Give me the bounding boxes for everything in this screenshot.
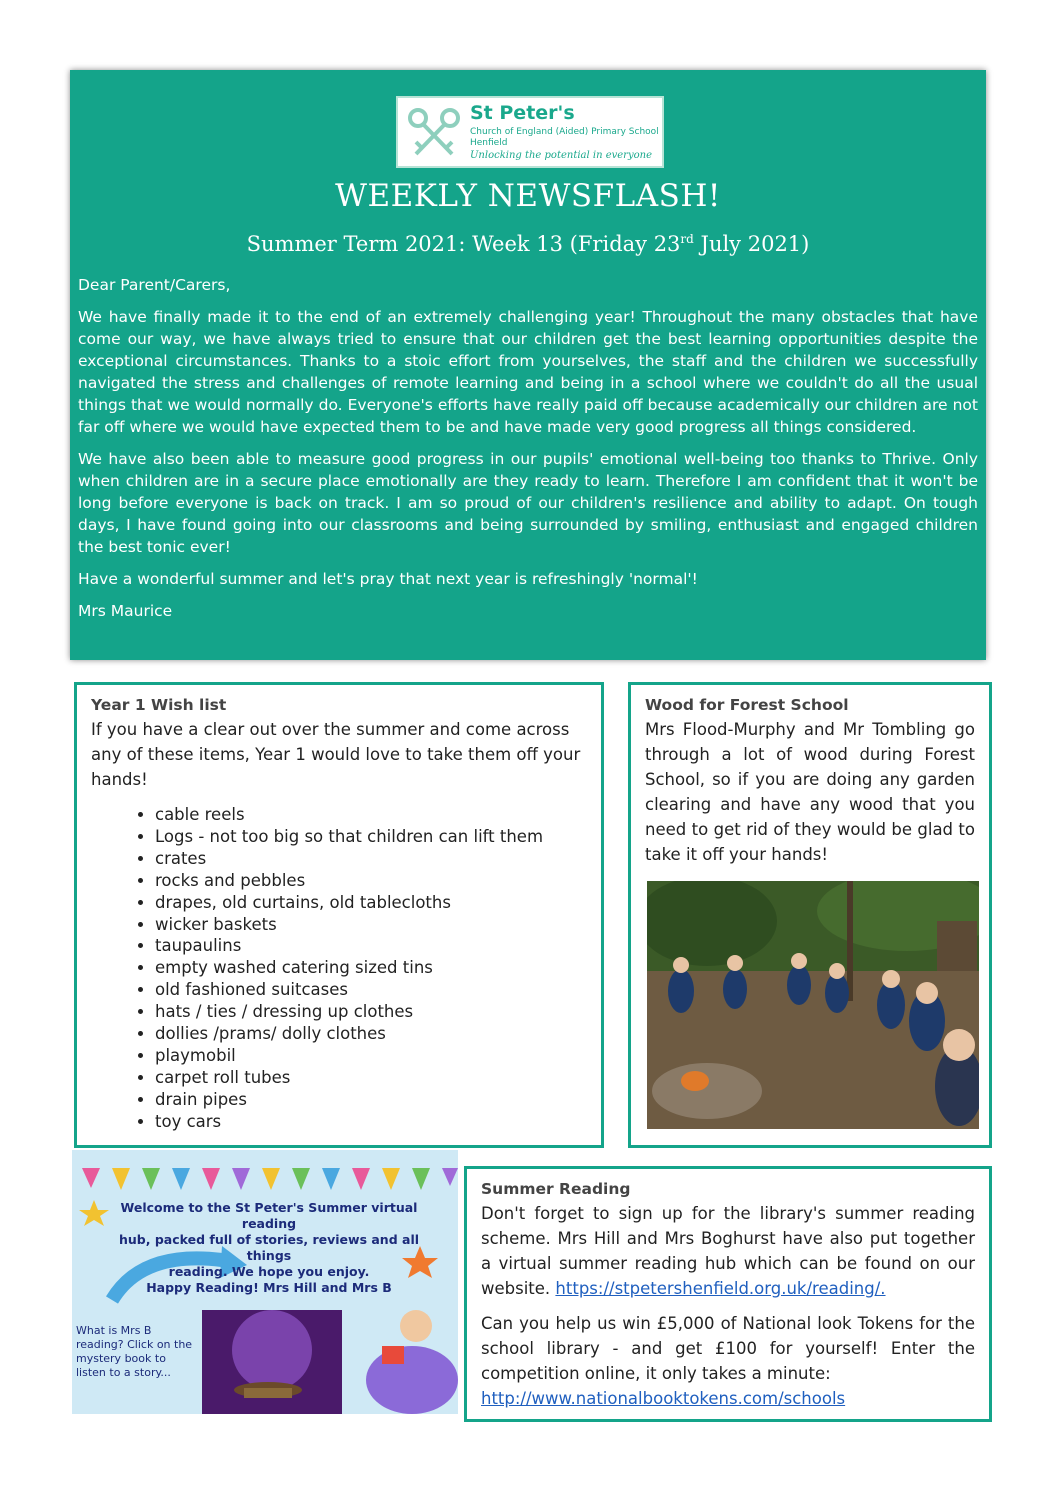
book-tokens-link[interactable]: http://www.nationalbooktokens.com/schools [481, 1389, 846, 1408]
welcome-line: Happy Reading! Mrs Hill and Mrs B [146, 1280, 392, 1295]
summer-reading-paragraph [481, 1201, 975, 1301]
wishlist-card [74, 682, 604, 1148]
summer-reading-title: Summer Reading [481, 1180, 631, 1198]
mystery-book-caption [76, 1324, 196, 1380]
school-subtitle-line1: Church of England (Aided) Primary School [470, 127, 659, 137]
reading-hub-link[interactable]: https://stpetershenfield.org.uk/reading/. [555, 1279, 886, 1298]
mystery-line: What is Mrs B [76, 1324, 152, 1337]
school-subtitle [470, 127, 659, 149]
subtitle-end: July 2021) [693, 232, 810, 256]
school-logo [396, 96, 664, 168]
mystery-line: listen to a story... [76, 1366, 171, 1379]
letter-paragraph: Have a wonderful summer and let's pray that next year is refreshingly 'normal'! [78, 570, 698, 588]
list-item: • crates [155, 848, 587, 870]
list-item: • old fashioned suitcases [155, 979, 587, 1001]
list-item: • playmobil [155, 1045, 587, 1067]
crossed-keys-icon [404, 104, 464, 160]
list-item: • wicker baskets [155, 914, 587, 936]
letter-greeting: Dear Parent/Carers, [78, 276, 231, 294]
forest-school-card [628, 682, 992, 1148]
list-item: • drapes, old curtains, old tablecloths [155, 892, 587, 914]
mystery-line: reading? Click on the [76, 1338, 193, 1351]
reading-hub-image[interactable] [72, 1150, 458, 1414]
list-item: • hats / ties / dressing up clothes [155, 1001, 587, 1023]
newsletter-title: WEEKLY NEWSFLASH! [335, 178, 721, 214]
forest-school-photo-art [647, 881, 979, 1129]
subtitle-main: Summer Term 2021: Week 13 (Friday 23 [246, 232, 681, 256]
welcome-line: hub, packed full of stories, reviews and all things [118, 1232, 420, 1263]
summer-reading-card [464, 1166, 992, 1422]
list-item: • empty washed catering sized tins [155, 957, 587, 979]
bunting-icon [82, 1168, 458, 1190]
newsletter-banner [70, 70, 986, 660]
letter-paragraph: We have finally made it to the end of an extremely challenging year! Throughout the many obstacles that have come our way, we have always tried to ensure that our children get the best learning opportunities despite the exceptional circumstances. Thanks to a stoic effort from yourselves, the staff and the children we successfully navigated the stress and challenges of remote learning and being in a school where we couldn't do all the usual things that we would normally do. Everyone's efforts have really paid off because academically our children are not far off where we would have expected them to be and have made very good progress all things considered. [78, 308, 978, 436]
list-item: • cable reels [155, 804, 587, 826]
book-tokens-paragraph [481, 1311, 975, 1411]
school-name: St Peter's [470, 102, 575, 124]
forest-school-title: Wood for Forest School [645, 696, 849, 714]
list-item: • drain pipes [155, 1089, 587, 1111]
wishlist-items [91, 804, 587, 1133]
welcome-line: Welcome to the St Peter's Summer virtual reading [120, 1200, 418, 1231]
list-item: • toy cars [155, 1111, 587, 1133]
letter-signature: Mrs Maurice [78, 602, 173, 620]
forest-school-body: Mrs Flood-Murphy and Mr Tombling go through a lot of wood during Forest School, so if you are doing any garden clearing and have any wood that you need to get rid of they would be glad to take it off your hands! [645, 720, 975, 864]
subtitle-sup: rd [680, 232, 694, 246]
forest-school-photo [647, 881, 979, 1129]
wishlist-title: Year 1 Wish list [91, 696, 227, 714]
list-item: • Logs - not too big so that children can lift them [155, 826, 587, 848]
newsletter-subtitle [70, 232, 986, 256]
list-item: • dollies /prams/ dolly clothes [155, 1023, 587, 1045]
headteacher-letter [78, 274, 978, 632]
letter-paragraph: We have also been able to measure good progress in our pupils' emotional well-being too thanks to Thrive. Only when children are in a secure place emotionally are they ready to learn. Therefore I am confident that it won't be long before everyone is back on track. I am so proud of our children's resilience and ability to adapt. On tough days, I have found going into our classrooms and being surrounded by smiling, enthusiast and engaged children the best tonic ever! [78, 450, 978, 556]
book-tokens-text: Can you help us win £5,000 of National look Tokens for the school library - and get £100 for yourself! Enter the competition online, it only takes a minute: [481, 1314, 975, 1383]
list-item: • carpet roll tubes [155, 1067, 587, 1089]
list-item: • taupaulins [155, 935, 587, 957]
list-item: • rocks and pebbles [155, 870, 587, 892]
school-motto: Unlocking the potential in everyone [470, 150, 652, 161]
welcome-line: reading. We hope you enjoy. [168, 1264, 370, 1279]
reading-hub-welcome [102, 1200, 436, 1296]
summer-reading-text: Don't forget to sign up for the library's summer reading scheme. Mrs Hill and Mrs Boghurst have also put together a virtual summer reading hub which can be found on our website. [481, 1204, 975, 1298]
school-subtitle-line2: Henfield [470, 138, 508, 148]
wishlist-intro: If you have a clear out over the summer and come across any of these items, Year 1 would love to take them off your hands! [91, 720, 581, 789]
mystery-line: mystery book to [76, 1352, 166, 1365]
